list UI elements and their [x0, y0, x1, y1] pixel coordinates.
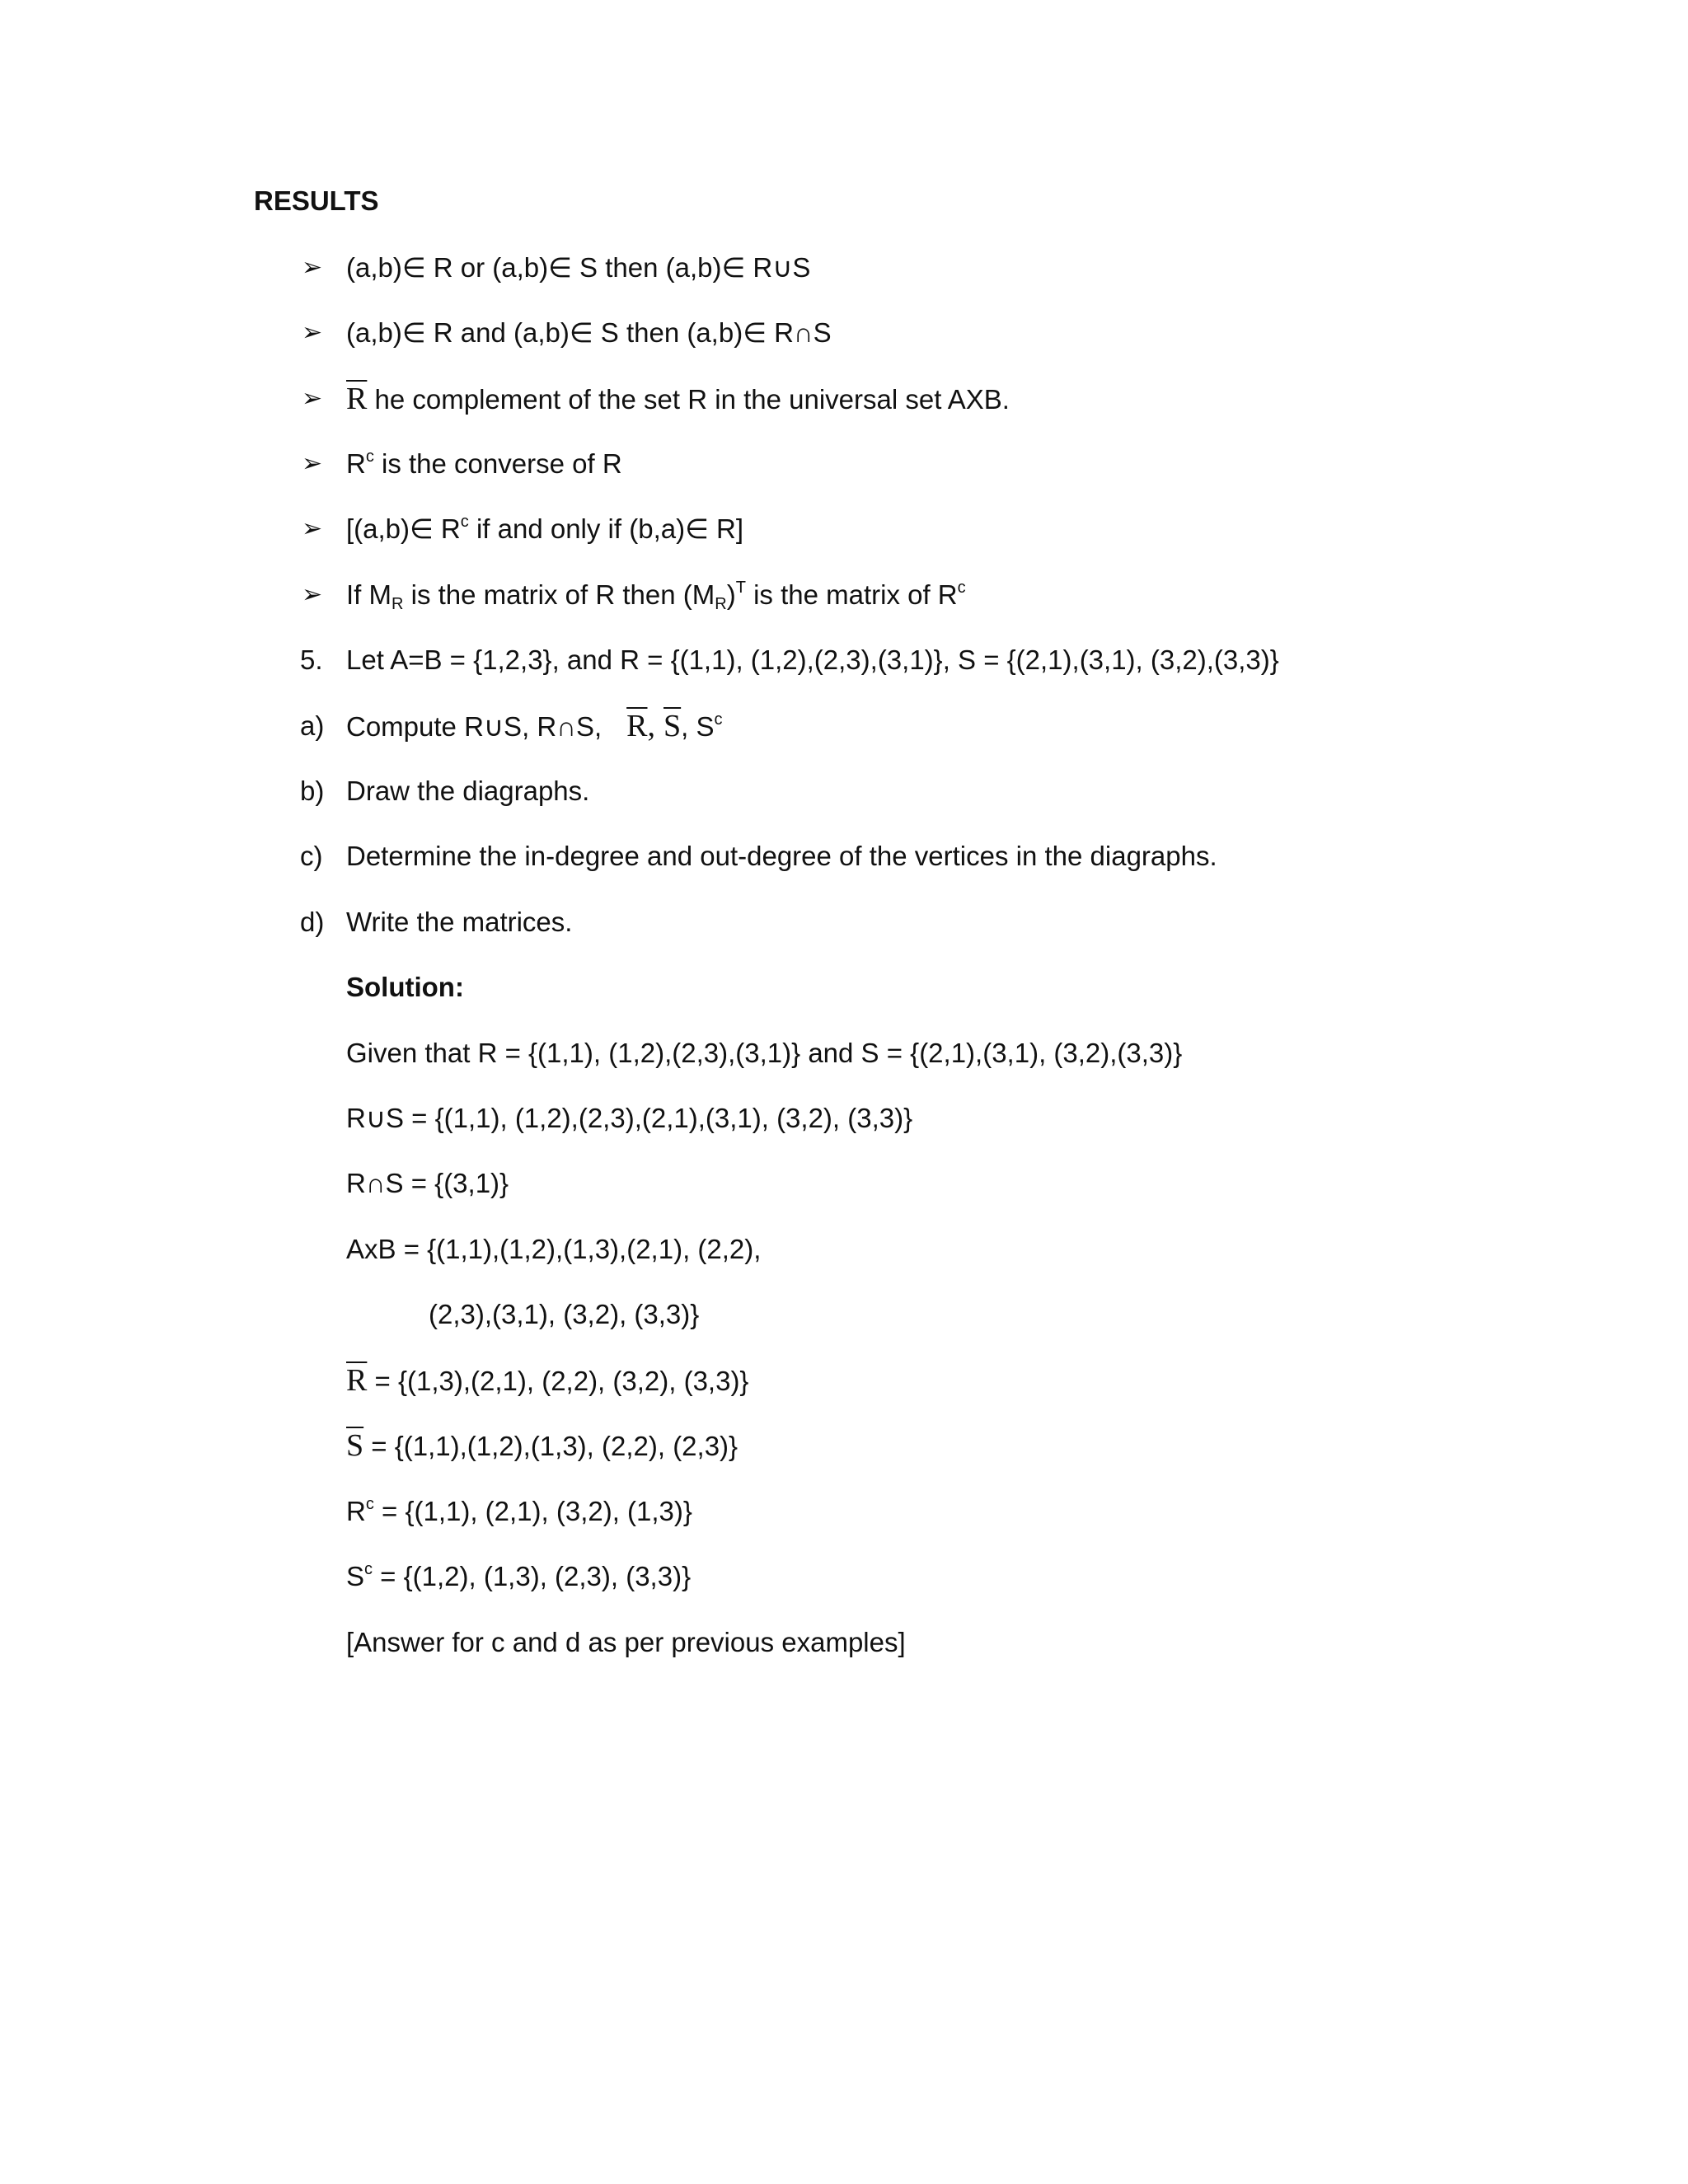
part-label-c: c) — [300, 841, 323, 871]
bullet-arrow-icon: ➢ — [302, 581, 323, 608]
bullet-1: (a,b)∈ R or (a,b)∈ S then (a,b)∈ R∪S — [346, 252, 811, 283]
bullet-2: (a,b)∈ R and (a,b)∈ S then (a,b)∈ R∩S — [346, 317, 832, 348]
bullet-arrow-icon: ➢ — [302, 254, 323, 281]
bullet-4: $R^c$ is the converse of R — [346, 448, 622, 479]
bullet-arrow-icon: ➢ — [302, 450, 323, 477]
section-heading: RESULTS — [254, 185, 379, 216]
problem-statement: Let A=B = {1,2,3}, and R = {(1,1), (1,2),(2,3),(3,1)}, S = {(2,1),(3,1), (3,2),(3,3)} — [346, 644, 1279, 675]
problem-number: 5. — [300, 644, 323, 675]
solution-s-converse: $S^c = \{(1,2)$, (1,3), (2,3), (3,3)} — [346, 1560, 692, 1591]
s-bar-symbol: $\overline{S}$ — [663, 709, 682, 743]
solution-r-complement: $\overline{R} = \{(1,3),(2,1)$, (2,2), (3,2), (3,3)} — [346, 1363, 749, 1398]
bullet-6: If $M_R$ is the matrix of R then $(M_R)^T$ is the matrix of $R^c$ — [346, 579, 966, 613]
part-b: Draw the diagraphs. — [346, 776, 590, 806]
solution-axb-line-1: AxB = {(1,1),(1,2),(1,3),(2,1), (2,2), — [346, 1234, 762, 1264]
bullet-5: [(a,b)∈ $R^c$ if and only if (b,a)∈ R] — [346, 513, 743, 544]
solution-union: R∪S = {(1,1), (1,2),(2,3),(2,1),(3,1), (3,2), (3,3)} — [346, 1103, 913, 1133]
solution-s-complement: $\overline{S} = \{(1,1),(1,2),(1,3)$, (2,2), (2,3)} — [346, 1428, 738, 1463]
part-a: Compute R∪S, R∩S, $\overline{R}$, $\overline{S}$, $S^c$ — [346, 709, 723, 743]
solution-given: Given that R = {(1,1), (1,2),(2,3),(3,1)} and S = {(2,1),(3,1), (3,2),(3,3)} — [346, 1038, 1183, 1068]
part-c: Determine the in-degree and out-degree of the vertices in the diagraphs. — [346, 841, 1217, 871]
part-label-a: a) — [300, 710, 325, 741]
solution-intersection: R∩S = {(3,1)} — [346, 1168, 509, 1198]
part-label-b: b) — [300, 776, 325, 806]
s-bar-symbol: $\overline{S}$ — [346, 1428, 364, 1463]
solution-title: Solution: — [346, 972, 464, 1002]
bullet-3: $\overline{R}$ he complement of the set R in the universal set AXB. — [346, 382, 1010, 416]
bullet-arrow-icon: ➢ — [302, 515, 323, 542]
solution-note: [Answer for c and d as per previous examples] — [346, 1627, 906, 1657]
r-bar-symbol: $\overline{R}$ — [346, 382, 368, 416]
solution-axb-line-2: (2,3),(3,1), (3,2), (3,3)} — [429, 1299, 700, 1329]
solution-r-converse: $R^c = \{(1,1)$, (2,1), (3,2), (1,3)} — [346, 1495, 692, 1526]
part-d: Write the matrices. — [346, 907, 573, 937]
part-label-d: d) — [300, 907, 325, 937]
r-bar-symbol: $\overline{R}$ — [346, 1363, 368, 1398]
bullet-arrow-icon: ➢ — [302, 319, 323, 346]
bullet-arrow-icon: ➢ — [302, 385, 323, 412]
r-bar-symbol: $\overline{R}$ — [626, 709, 648, 743]
